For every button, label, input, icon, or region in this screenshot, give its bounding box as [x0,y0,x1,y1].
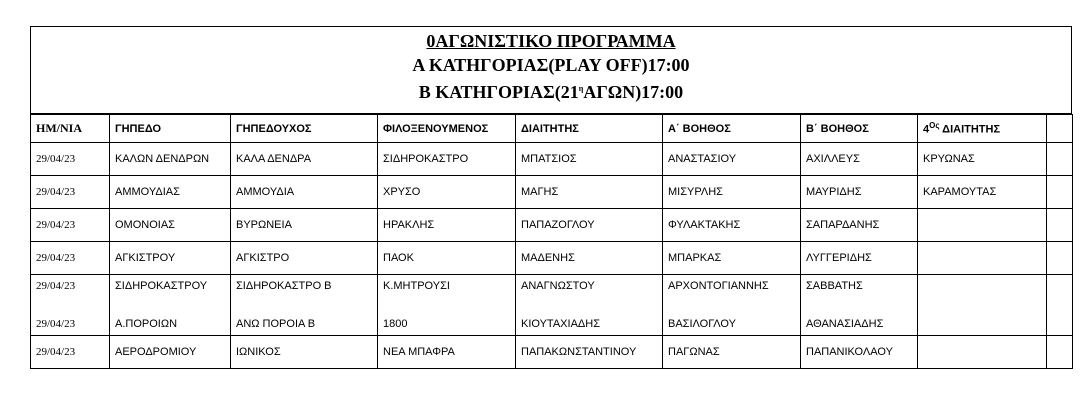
round-suffix: η [578,84,584,93]
cell-venue: ΑΕΡΟΔΡΟΜΙΟΥ [110,336,231,369]
cell-date: 29/04/23 [31,143,110,176]
cell-home: ΚΑΛΑ ΔΕΝΔΡΑ [231,143,378,176]
cell-assistant-1: ΑΡΧΟΝΤΟΓΙΑΝΝΗΣ [668,280,769,292]
schedule-title: 0ΑΓΩΝΙΣΤΙΚΟ ΠΡΟΓΡΑΜΜΑ [426,31,676,51]
cell-venue: ΟΜΟΝΟΙΑΣ [110,209,231,242]
category-b-line [31,77,1071,104]
cell-referee: ΚΙΟΥΤΑΧΙΑΔΗΣ [521,318,600,330]
cell-assistant-2: ΣΑΒΒΑΤΗΣ [806,280,863,292]
header-row [31,115,1073,143]
cell-assistant-2: ΠΑΠΑΝΙΚΟΛΑΟΥ [801,336,918,369]
cell-assistant-1-pair [663,275,801,336]
col-assistant-2: Β΄ ΒΟΗΘΟΣ [801,115,918,143]
cell-assistant-2: ΑΘΑΝΑΣΙΑΔΗΣ [806,318,884,330]
category-a-line: Α ΚΑΤΗΓΟΡΙΑΣ(PLAY OFF)17:00 [412,55,690,75]
cell-referee: ΠΑΠΑΚΩΝΣΤΑΝΤΙΝΟΥ [516,336,663,369]
cell-referee-pair [516,275,663,336]
cell-extra [1047,209,1073,242]
table-row-double [31,275,1073,336]
cell-fourth-official: ΚΑΡΑΜΟΥΤΑΣ [918,176,1047,209]
cell-away: ΣΙΔΗΡΟΚΑΣΤΡΟ [378,143,516,176]
cell-venue: ΚΑΛΩΝ ΔΕΝΔΡΩΝ [110,143,231,176]
col-fourth-official [918,115,1047,143]
cell-venue: Α.ΠΟΡΟΙΩΝ [115,318,178,330]
match-schedule-table [30,114,1073,369]
cell-home-pair [231,275,378,336]
table-row [31,143,1073,176]
cell-date: 29/04/23 [31,176,110,209]
cell-assistant-1: ΦΥΛΑΚΤΑΚΗΣ [663,209,801,242]
cell-home: ΣΙΔΗΡΟΚΑΣΤΡΟ Β [236,280,332,292]
table-row [31,209,1073,242]
cell-venue: ΣΙΔΗΡΟΚΑΣΤΡΟΥ [115,280,208,292]
cell-away: ΗΡΑΚΛΗΣ [378,209,516,242]
cell-extra [1047,143,1073,176]
fourth-num: 4 [923,123,930,136]
cell-home: ΑΜΜΟΥΔΙΑ [231,176,378,209]
col-extra [1047,115,1073,143]
cell-assistant-1: ΒΑΣΙΛΟΓΛΟΥ [668,318,736,330]
table-row [31,336,1073,369]
cell-extra [1047,176,1073,209]
cell-home: ΑΓΚΙΣΤΡΟ [231,242,378,275]
cell-home: ΒΥΡΩΝΕΙΑ [231,209,378,242]
cell-assistant-1: ΠΑΓΩΝΑΣ [663,336,801,369]
table-row [31,176,1073,209]
cell-fourth-official: ΚΡΥΩΝΑΣ [918,143,1047,176]
cell-away: ΠΑΟΚ [378,242,516,275]
cell-assistant-2: ΣΑΠΑΡΔΑΝΗΣ [801,209,918,242]
col-venue: ΓΗΠΕΔΟ [110,115,231,143]
cell-extra [1047,336,1073,369]
cell-assistant-1: ΜΠΑΡΚΑΣ [663,242,801,275]
col-away: ΦΙΛΟΞΕΝΟΥΜΕΝΟΣ [378,115,516,143]
category-b-text: Β ΚΑΤΗΓΟΡΙΑΣ(21 [418,82,579,102]
cell-away: ΝΕΑ ΜΠΑΦΡΑ [378,336,516,369]
cell-date: 29/04/23 [31,209,110,242]
cell-referee: ΑΝΑΓΝΩΣΤΟΥ [521,280,595,292]
cell-date: 29/04/23 [31,242,110,275]
cell-fourth-official [918,209,1047,242]
cell-referee: ΜΑΓΗΣ [516,176,663,209]
fourth-label: ΔΙΑΙΤΗΤΗΣ [939,123,1001,136]
cell-home: ΑΝΩ ΠΟΡΟΙΑ Β [236,318,316,330]
category-b-time: ΑΓΩΝ)17:00 [583,82,684,102]
cell-away: 1800 [383,318,408,330]
cell-assistant-2-pair [801,275,918,336]
cell-date-pair [31,275,110,336]
cell-referee: ΜΠΑΤΣΙΟΣ [516,143,663,176]
cell-away: ΧΡΥΣΟ [378,176,516,209]
col-referee: ΔΙΑΙΤΗΤΗΣ [516,115,663,143]
fourth-suffix: Ος [929,121,940,131]
cell-venue: ΑΓΚΙΣΤΡΟΥ [110,242,231,275]
schedule-header [30,26,1072,114]
cell-date: 29/04/23 [31,336,110,369]
cell-away-pair [378,275,516,336]
cell-date: 29/04/23 [36,318,76,330]
cell-referee: ΠΑΠΑΖΟΓΛΟΥ [516,209,663,242]
cell-date: 29/04/23 [36,280,76,292]
cell-venue-pair [110,275,231,336]
cell-fourth-official [918,275,1047,336]
col-home: ΓΗΠΕΔΟΥΧΟΣ [231,115,378,143]
cell-extra [1047,242,1073,275]
cell-assistant-2: ΛΥΓΓΕΡΙΔΗΣ [801,242,918,275]
col-assistant-1: Α΄ ΒΟΗΘΟΣ [663,115,801,143]
cell-home: ΙΩΝΙΚΟΣ [231,336,378,369]
cell-referee: ΜΑΔΕΝΗΣ [516,242,663,275]
cell-fourth-official [918,242,1047,275]
cell-assistant-1: ΑΝΑΣΤΑΣΙΟΥ [663,143,801,176]
cell-extra [1047,275,1073,336]
cell-venue: ΑΜΜΟΥΔΙΑΣ [110,176,231,209]
table-row [31,242,1073,275]
cell-away: Κ.ΜΗΤΡΟΥΣΙ [383,280,450,292]
col-date: ΗΜ/ΝΙΑ [31,115,110,143]
cell-assistant-2: ΑΧΙΛΛΕΥΣ [801,143,918,176]
cell-assistant-2: ΜΑΥΡΙΔΗΣ [801,176,918,209]
cell-fourth-official [918,336,1047,369]
cell-assistant-1: ΜΙΣΥΡΛΗΣ [663,176,801,209]
